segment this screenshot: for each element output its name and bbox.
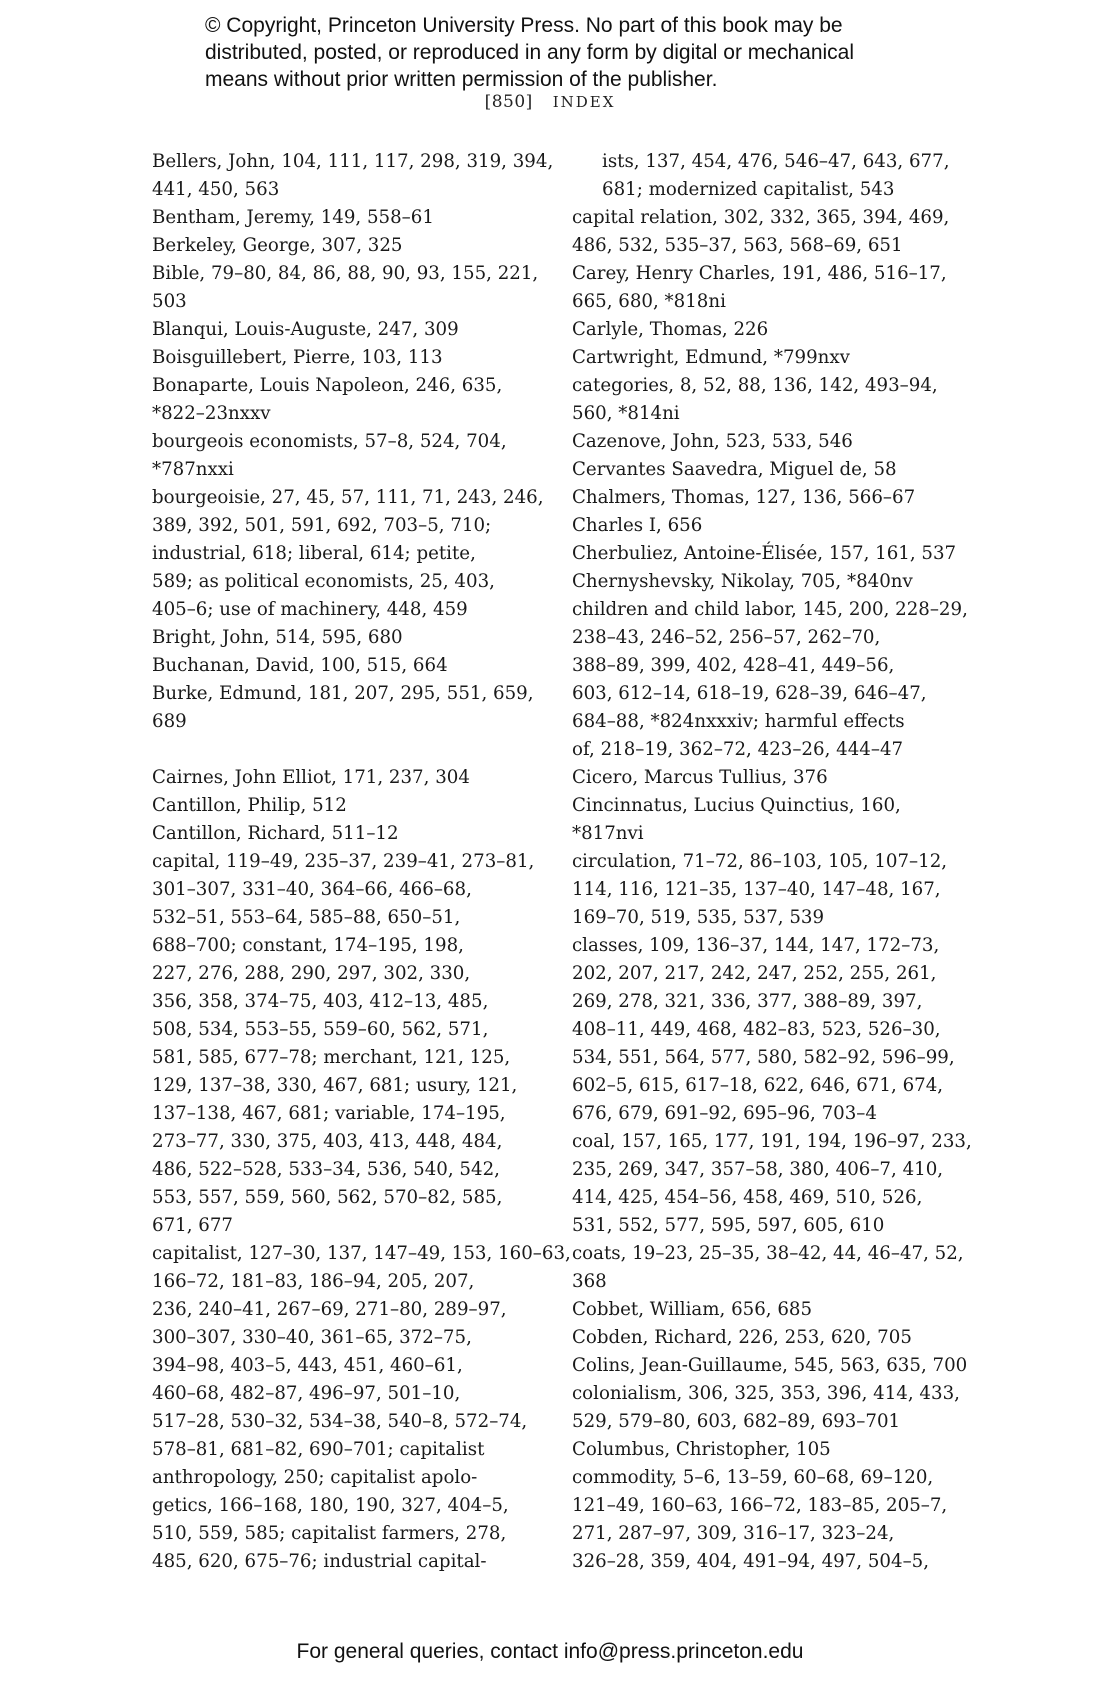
index-entry [572,148,950,204]
index-entry-line: Cicero, Marcus Tullius, 376 [572,767,828,788]
index-entry-line: Cantillon, Philip, 512 [152,795,347,816]
index-entry [572,1352,968,1380]
index-entry-line: 581, 585, 677–78; merchant, 121, 125, [152,1047,511,1068]
index-entry [572,204,950,260]
index-entry [152,848,535,1240]
index-entry-line: 671, 677 [152,1215,233,1236]
index-entry-line: 301–307, 331–40, 364–66, 466–68, [152,879,472,900]
index-entry [572,1240,964,1296]
index-entry-line: 534, 551, 564, 577, 580, 582–92, 596–99, [572,1047,955,1068]
index-column-left [152,148,571,1576]
index-entry-line: 300–307, 330–40, 361–65, 372–75, [152,1327,472,1348]
index-entry [572,1436,947,1464]
index-entry [152,764,527,792]
index-entry [152,428,527,484]
index-entry-line: industrial, 618; liberal, 614; petite, [152,543,476,564]
index-entry [572,792,947,848]
index-entry-line: Boisguillebert, Pierre, 103, 113 [152,347,443,368]
index-entry-line: 129, 137–38, 330, 467, 681; usury, 121, [152,1075,518,1096]
index-entry-line: 553, 557, 559, 560, 562, 570–82, 585, [152,1187,503,1208]
index-entry [152,680,534,736]
index-entry [572,484,947,512]
index-entry-line: 510, 559, 585; capitalist farmers, 278, [152,1523,507,1544]
index-entry-line: ists, 137, 454, 476, 546–47, 643, 677, [602,151,950,172]
index-entry-line: 681; modernized capitalist, 543 [602,179,895,200]
index-entry-line: 508, 534, 553–55, 559–60, 562, 571, [152,1019,489,1040]
index-entry-line: 486, 522–528, 533–34, 536, 540, 542, [152,1159,500,1180]
index-entry [572,932,955,1128]
index-entry-line: 269, 278, 321, 336, 377, 388–89, 397, [572,991,923,1012]
index-entry-line: coats, 19–23, 25–35, 38–42, 44, 46–47, 52, [572,1243,964,1264]
section-title: INDEX [552,93,616,111]
index-entry [152,624,527,652]
index-entry-line: Bright, John, 514, 595, 680 [152,627,403,648]
index-entry-line: 271, 287–97, 309, 316–17, 323–24, [572,1523,895,1544]
index-entry-line: 517–28, 530–32, 534–38, 540–8, 572–74, [152,1411,528,1432]
index-entry-line: 689 [152,711,187,732]
index-entry-line: 389, 392, 501, 591, 692, 703–5, 710; [152,515,492,536]
index-entry [152,344,527,372]
index-entry-line: 602–5, 615, 617–18, 622, 646, 671, 674, [572,1075,944,1096]
index-entry-line: Chernyshevsky, Nikolay, 705, *840nv [572,571,913,592]
index-entry-line: Cervantes Saavedra, Miguel de, 58 [572,459,897,480]
index-entry [152,204,527,232]
index-entry-line: 589; as political economists, 25, 403, [152,571,495,592]
index-entry-line: 486, 532, 535–37, 563, 568–69, 651 [572,235,903,256]
index-entry [572,540,957,568]
index-entry [572,568,947,596]
index-entry-line: 202, 207, 217, 242, 247, 252, 255, 261, [572,963,937,984]
index-entry-line: Carey, Henry Charles, 191, 486, 516–17, [572,263,947,284]
index-entry-line: 235, 269, 347, 357–58, 380, 406–7, 410, [572,1159,944,1180]
index-entry [572,372,947,428]
index-entry-line: Blanqui, Louis-Auguste, 247, 309 [152,319,459,340]
letter-gap [152,736,527,764]
index-entry-line: 441, 450, 563 [152,179,280,200]
index-entry-line: 137–138, 467, 681; variable, 174–195, [152,1103,506,1124]
index-entry-line: 169–70, 519, 535, 537, 539 [572,907,825,928]
index-entry-line: Charles I, 656 [572,515,703,536]
running-head [0,92,1100,112]
index-entry-line: *817nvi [572,823,644,844]
index-entry-line: anthropology, 250; capitalist apolo- [152,1467,478,1488]
index-entry-line: 227, 276, 288, 290, 297, 302, 330, [152,963,471,984]
index-entry-line: 114, 116, 121–35, 137–40, 147–48, 167, [572,879,941,900]
copyright-line: means without prior written permission of the publisher. [205,68,718,91]
index-entry-line: 236, 240–41, 267–69, 271–80, 289–97, [152,1299,507,1320]
index-entry-line: bourgeois economists, 57–8, 524, 704, [152,431,507,452]
index-entry-line: *822–23nxxv [152,403,271,424]
index-entry-line: Columbus, Christopher, 105 [572,1439,831,1460]
index-entry-line: 560, *814ni [572,403,680,424]
index-entry-line: Chalmers, Thomas, 127, 136, 566–67 [572,487,916,508]
index-entry [572,428,947,456]
index-entry-line: Cazenove, John, 523, 533, 546 [572,431,853,452]
index-entry-line: capital, 119–49, 235–37, 239–41, 273–81, [152,851,535,872]
index-entry-line: children and child labor, 145, 200, 228–29, [572,599,968,620]
index-entry [572,512,947,540]
index-entry-line: of, 218–19, 362–72, 423–26, 444–47 [572,739,904,760]
index-entry [572,1296,947,1324]
index-entry-line: commodity, 5–6, 13–59, 60–68, 69–120, [572,1467,934,1488]
index-entry-line: Cobbet, William, 656, 685 [572,1299,813,1320]
index-entry-line: Cobden, Richard, 226, 253, 620, 705 [572,1327,912,1348]
index-entry-line: 326–28, 359, 404, 491–94, 497, 504–5, [572,1551,930,1572]
index-entry-line: 688–700; constant, 174–195, 198, [152,935,464,956]
index-entry [152,1240,571,1576]
index-entry-line: *787nxxi [152,459,234,480]
index-entry-line: 531, 552, 577, 595, 597, 605, 610 [572,1215,885,1236]
index-entry-line: Cartwright, Edmund, *799nxv [572,347,850,368]
index-entry [572,316,947,344]
index-entry [152,820,527,848]
index-entry-line: circulation, 71–72, 86–103, 105, 107–12, [572,851,948,872]
index-entry-line: Bellers, John, 104, 111, 117, 298, 319, 394, [152,151,554,172]
index-entry-line: Cincinnatus, Lucius Quinctius, 160, [572,795,901,816]
index-entry [572,1380,960,1436]
index-entry-line: Berkeley, George, 307, 325 [152,235,403,256]
index-entry-line: Bonaparte, Louis Napoleon, 246, 635, [152,375,503,396]
index-entry-line: 460–68, 482–87, 496–97, 501–10, [152,1383,461,1404]
index-entry-line: Cantillon, Richard, 511–12 [152,823,399,844]
index-entry-line: 532–51, 553–64, 585–88, 650–51, [152,907,461,928]
index-entry-line: 408–11, 449, 468, 482–83, 523, 526–30, [572,1019,941,1040]
index-entry-line: 503 [152,291,187,312]
copyright-line: distributed, posted, or reproduced in any form by digital or mechanical [205,41,855,64]
index-entry-line: Burke, Edmund, 181, 207, 295, 551, 659, [152,683,534,704]
index-entry [152,484,544,624]
index-entry [572,260,947,316]
index-entry-line: 485, 620, 675–76; industrial capital- [152,1551,487,1572]
index-entry [152,372,527,428]
index-entry-line: 684–88, *824nxxxiv; harmful effects [572,711,905,732]
copyright-line: © Copyright, Princeton University Press. No part of this book may be [205,14,843,37]
index-entry [572,1128,972,1240]
index-entry-line: 388–89, 399, 402, 428–41, 449–56, [572,655,895,676]
index-entry-line: 356, 358, 374–75, 403, 412–13, 485, [152,991,489,1012]
index-entry [572,456,947,484]
index-entry [152,148,554,204]
index-entry-line: 578–81, 681–82, 690–701; capitalist [152,1439,485,1460]
index-column-right [572,148,972,1576]
index-entry [152,652,527,680]
index-entry-line: Bentham, Jeremy, 149, 558–61 [152,207,434,228]
index-entry-line: Colins, Jean-Guillaume, 545, 563, 635, 700 [572,1355,968,1376]
index-entry-line: 414, 425, 454–56, 458, 469, 510, 526, [572,1187,923,1208]
index-entry-line: getics, 166–168, 180, 190, 327, 404–5, [152,1495,509,1516]
index-entry-line: Cairnes, John Elliot, 171, 237, 304 [152,767,470,788]
index-entry-line: 368 [572,1271,607,1292]
index-entry [572,848,947,932]
index-entry-line: Bible, 79–80, 84, 86, 88, 90, 93, 155, 221, [152,263,539,284]
index-entry-line: 394–98, 403–5, 443, 451, 460–61, [152,1355,463,1376]
index-entry [152,316,527,344]
index-entry-line: colonialism, 306, 325, 353, 396, 414, 433, [572,1383,960,1404]
index-entry [152,232,527,260]
index-entry-line: classes, 109, 136–37, 144, 147, 172–73, [572,935,940,956]
index-entry-line: capitalist, 127–30, 137, 147–49, 153, 160–63, [152,1243,571,1264]
index-entry-line: 676, 679, 691–92, 695–96, 703–4 [572,1103,877,1124]
copyright-notice [205,12,925,93]
index-entry-line: capital relation, 302, 332, 365, 394, 469, [572,207,950,228]
page-number: [850] [484,92,533,112]
index-entry-line: 273–77, 330, 375, 403, 413, 448, 484, [152,1131,503,1152]
index-entry [572,596,968,764]
index-entry-line: Cherbuliez, Antoine-Élisée, 157, 161, 537 [572,543,957,564]
index-entry-line: bourgeoisie, 27, 45, 57, 111, 71, 243, 246, [152,487,544,508]
index-entry-line: 238–43, 246–52, 256–57, 262–70, [572,627,881,648]
index-entry [152,260,539,316]
index-entry [572,1464,947,1576]
index-entry [572,344,947,372]
index-entry-line: 529, 579–80, 603, 682–89, 693–701 [572,1411,901,1432]
index-entry-line: 665, 680, *818ni [572,291,726,312]
index-entry-line: Carlyle, Thomas, 226 [572,319,769,340]
index-entry [572,764,947,792]
index-entry-line: Buchanan, David, 100, 515, 664 [152,655,448,676]
index-entry-line: categories, 8, 52, 88, 136, 142, 493–94, [572,375,938,396]
index-entry-line: coal, 157, 165, 177, 191, 194, 196–97, 233, [572,1131,972,1152]
footer-contact: For general queries, contact info@press.princeton.edu [296,1640,804,1663]
index-entry-line: 166–72, 181–83, 186–94, 205, 207, [152,1271,475,1292]
index-entry-line: 121–49, 160–63, 166–72, 183–85, 205–7, [572,1495,948,1516]
index-entry-line: 405–6; use of machinery, 448, 459 [152,599,468,620]
index-entry [572,1324,947,1352]
index-entry [152,792,527,820]
index-entry-line: 603, 612–14, 618–19, 628–39, 646–47, [572,683,927,704]
